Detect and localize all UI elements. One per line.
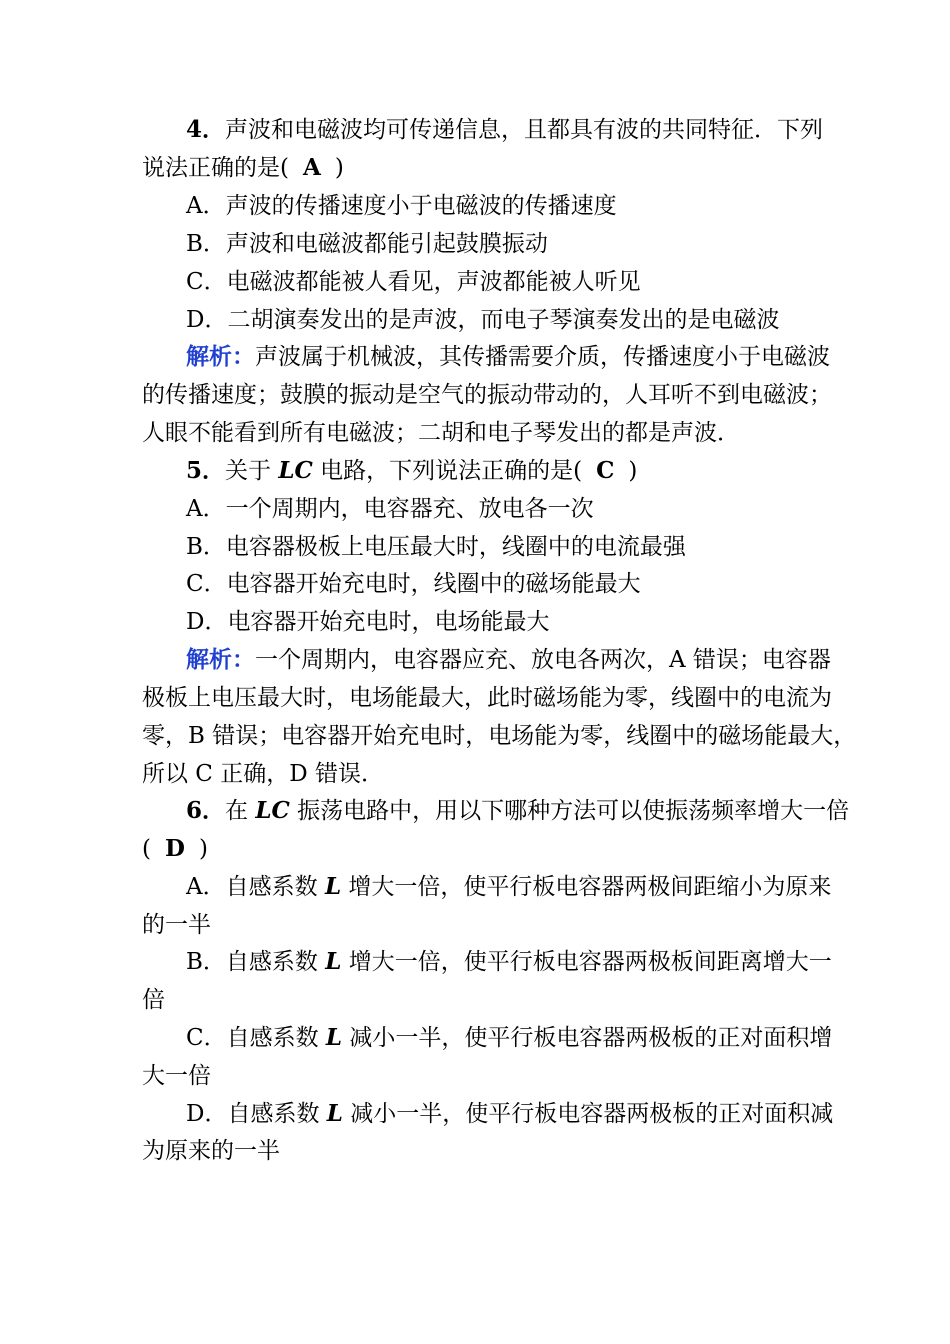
q6-stem-line1: 6．在 LC 振荡电路中，用以下哪种方法可以使振荡频率增大一倍 <box>186 797 850 824</box>
q5-option-b: B．电容器极板上电压最大时，线圈中的电流最强 <box>186 534 686 560</box>
q4-explanation-line1: 解析：声波属于机械波，其传播需要介质，传播速度小于电磁波 <box>186 343 830 370</box>
q5-option-c: C．电容器开始充电时，线圈中的磁场能最大 <box>186 571 641 597</box>
q6-stem-line2: ( D ) <box>142 835 208 862</box>
q6-option-b-line2: 倍 <box>142 987 165 1013</box>
q5-explanation-line1: 解析：一个周期内，电容器应充、放电各两次，A 错误；电容器 <box>186 646 831 673</box>
q4-option-d: D．二胡演奏发出的是声波，而电子琴演奏发出的是电磁波 <box>186 307 780 333</box>
q6-option-b-line1: B．自感系数 L 增大一倍，使平行板电容器两极板间距离增大一 <box>186 948 832 975</box>
q4-explanation-line3: 人眼不能看到所有电磁波；二胡和电子琴发出的都是声波． <box>142 420 740 446</box>
q5-explanation-line4: 所以 C 正确，D 错误． <box>142 761 384 787</box>
q5-stem: 5．关于 LC 电路，下列说法正确的是( C ) <box>186 457 638 484</box>
q6-option-c-line2: 大一倍 <box>142 1063 211 1089</box>
q6-option-c-line1: C．自感系数 L 减小一半，使平行板电容器两极板的正对面积增 <box>186 1024 833 1051</box>
q4-answer: A <box>302 154 321 181</box>
q6-option-d-line2: 为原来的一半 <box>142 1138 280 1164</box>
q6-option-d-line1: D．自感系数 L 减小一半，使平行板电容器两极板的正对面积减 <box>186 1100 834 1127</box>
q4-stem-line1: 4．声波和电磁波均可传递信息，且都具有波的共同特征．下列 <box>186 116 824 143</box>
q5-answer: C <box>596 457 615 484</box>
q4-option-a: A．声波的传播速度小于电磁波的传播速度 <box>186 193 617 219</box>
q5-number: 5． <box>186 457 226 484</box>
q6-option-a-line2: 的一半 <box>142 912 211 938</box>
q6-number: 6． <box>186 797 226 824</box>
explanation-label: 解析： <box>186 343 255 370</box>
q4-explanation-line2: 的传播速度；鼓膜的振动是空气的振动带动的，人耳听不到电磁波； <box>142 382 832 408</box>
q5-explanation-line3: 零，B 错误；电容器开始充电时，电场能为零，线圈中的磁场能最大， <box>142 723 857 749</box>
explanation-label: 解析： <box>186 646 255 673</box>
q6-answer: D <box>164 835 185 862</box>
q4-option-b: B．声波和电磁波都能引起鼓膜振动 <box>186 231 548 257</box>
q5-option-d: D．电容器开始充电时，电场能最大 <box>186 609 550 635</box>
q4-option-c: C．电磁波都能被人看见，声波都能被人听见 <box>186 269 641 295</box>
q4-number: 4． <box>186 116 226 143</box>
q4-stem-line2: 说法正确的是( A ) <box>142 154 344 181</box>
q5-option-a: A．一个周期内，电容器充、放电各一次 <box>186 496 594 522</box>
q5-explanation-line2: 极板上电压最大时，电场能最大，此时磁场能为零，线圈中的电流为 <box>142 685 832 711</box>
q6-option-a-line1: A．自感系数 L 增大一倍，使平行板电容器两极间距缩小为原来 <box>186 873 832 900</box>
